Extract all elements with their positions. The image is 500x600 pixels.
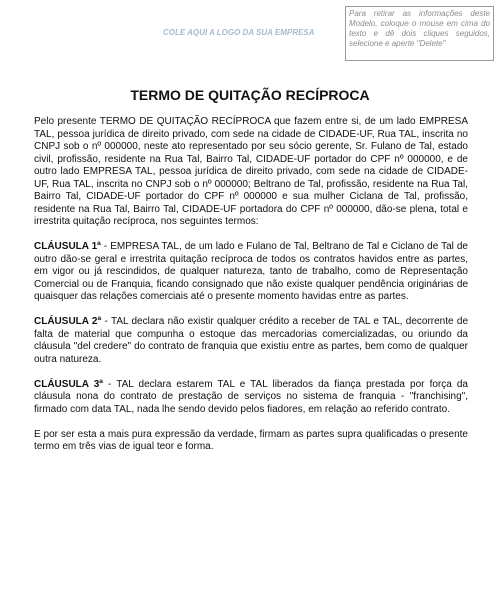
clause-3-text: - TAL declara estarem TAL e TAL liberados da fiança prestada por força da cláusula nona do contrato de prestação de serviços no sistema de franquia - "franchising", firmado com data TAL, nada lhe sendo devido pelos fiadores, em relação ao referido contrato. — [34, 378, 468, 415]
clause-3-paragraph — [34, 379, 468, 417]
clause-1-paragraph — [34, 241, 468, 304]
document-title: TERMO DE QUITAÇÃO RECÍPROCA — [130, 87, 370, 103]
logo-placeholder: COLE AQUI A LOGO DA SUA EMPRESA — [163, 28, 315, 37]
clause-1-label: CLÁUSULA 1ª — [34, 241, 101, 252]
clause-2-label: CLÁUSULA 2ª — [34, 316, 102, 327]
document-body — [34, 116, 468, 466]
clause-2-text: - TAL declara não existir qualquer crédito a receber de TAL e TAL, decorrente de falta de material que compunha o estoque das mercadorias comercializadas, ou oriundo da cláusula "del credere" do contrato de franquia que existiu entre as partes, bem como de qualquer outra natureza. — [34, 316, 469, 365]
clause-1-text: - EMPRESA TAL, de um lado e Fulano de Tal, Beltrano de Tal e Ciclano de Tal de outro dão-se geral e irrestrita quitação recíproca de todos os contratos havidos entre as partes, em vigor ou já rescindidos, de qualquer natureza, tanto de trabalho, como de Representação Comercial ou de Franquia, ficando consignado que não existe qualquer pendência originárias de quaisquer das relações comerciais até o presente momento havidas entre as partes. — [34, 241, 468, 302]
intro-paragraph: Pelo presente TERMO DE QUITAÇÃO RECÍPROCA que fazem entre si, de um lado EMPRESA TAL, pessoa jurídica de direito privado, com sede na cidade de CIDADE-UF, Rua TAL, inscrita no CNPJ sob o nº 000000, neste ato representado por seu sócio gerente, Sr. Fulano de Tal, estado civil, profissão, residente na Rua Tal, Bairro Tal, CIDADE-UF portador do CPF nº 000000, e de outro lado EMPRESA TAL, pessoa jurídica de direito privado, com sede na cidade de CIDADE-UF, Rua TAL, inscrita no CNPJ sob o nº 000000; Beltrano de Tal, profissão, residente na Rua Tal, Bairro Tal, CIDADE-UF portador do CPF nº 000000 e sua mulher Ciclana de Tal, profissão, residente na Rua Tal, Bairro Tal, CIDADE-UF portadora do CPF nº 000000, dão-se plena, total e irrestrita quitação recíproca, nos seguintes termos: — [34, 116, 468, 227]
clause-2-paragraph — [34, 316, 468, 366]
closing-paragraph: E por ser esta a mais pura expressão da verdade, firmam as partes supra qualificadas o presente termo em três vias de igual teor e forma. — [34, 428, 468, 452]
clause-3-label: CLÁUSULA 3ª — [34, 378, 103, 390]
instruction-note: Para retirar as informações deste Modelo, coloque o mouse em cima do texto e dê dois cliques seguidos, selecione e aperte "Delete" — [345, 6, 494, 61]
